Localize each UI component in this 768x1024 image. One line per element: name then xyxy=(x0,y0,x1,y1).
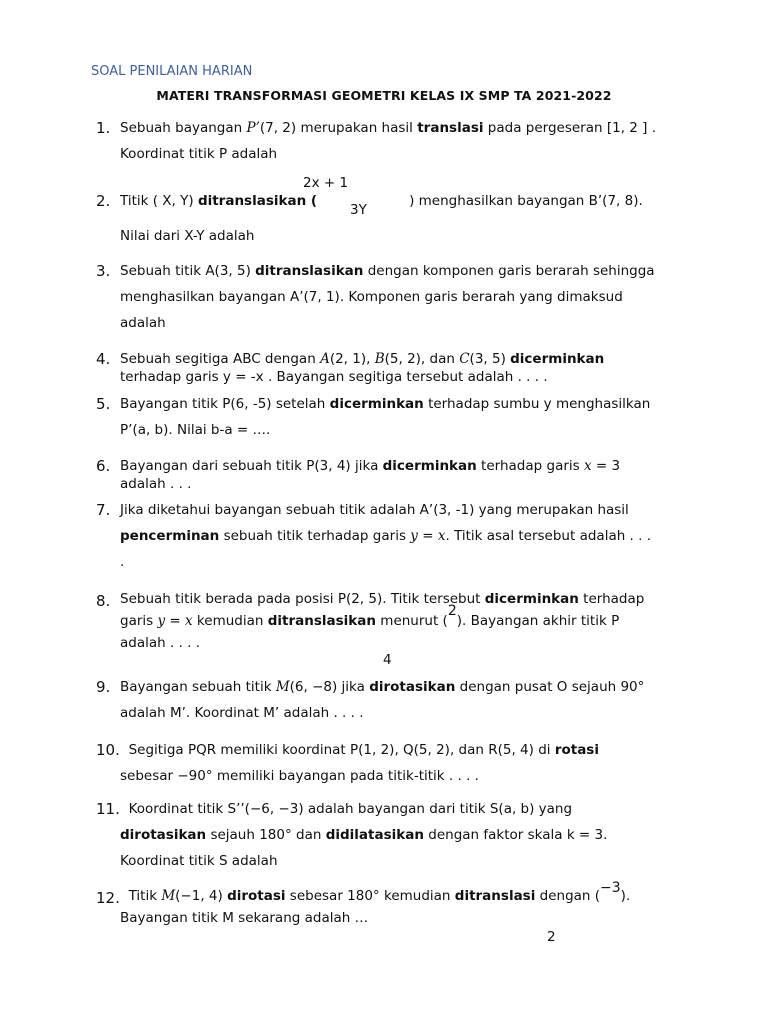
question-number: 9. xyxy=(96,678,111,696)
vector-bottom: 4 xyxy=(383,652,392,668)
question-text: Sebuah bayangan P’(7, 2) merupakan hasil translasi pada pergeseran [1, 2 ] . Koordinat titik P adalah xyxy=(120,120,657,162)
question-number: 2. xyxy=(96,192,111,210)
vector-top: 2x + 1 xyxy=(303,175,349,191)
question-text: Segitiga PQR memiliki koordinat P(1, 2), Q(5, 2), dan R(5, 4) di rotasi sebesar −90° memiliki bayangan pada titik-titik . . . . xyxy=(120,742,599,784)
question-text: Sebuah segitiga ABC dengan A(2, 1), B(5, 2), dan C(3, 5) dicerminkan terhadap garis y = -x . Bayangan segitiga tersebut adalah . . . . xyxy=(120,351,605,385)
question-text: Bayangan dari sebuah titik P(3, 4) jika dicerminkan terhadap garis x = 3 adalah . . . xyxy=(120,458,621,492)
question-number: 1. xyxy=(96,119,111,137)
question-number: 12. xyxy=(96,889,120,907)
question-number: 11. xyxy=(96,800,120,818)
question-number: 7. xyxy=(96,501,111,519)
question-text: Sebuah titik A(3, 5) ditranslasikan dengan komponen garis berarah sehingga menghasilkan bayangan A’(7, 1). Komponen garis berarah yang dimaksud adalah xyxy=(120,263,655,331)
question-number: 5. xyxy=(96,395,111,413)
question-number: 10. xyxy=(96,741,120,759)
vector-top: 2 xyxy=(447,603,457,619)
question-text: Koordinat titik S’’(−6, −3) adalah bayangan dari titik S(a, b) yang dirotasikan sejauh 180° dan didilatasikan dengan faktor skala k = 3. Koordinat titik S adalah xyxy=(120,801,608,869)
question-text: Titik M(−1, 4) dirotasi sebesar 180° kemudian ditranslasi dengan (−3). Bayangan titik M sekarang adalah … xyxy=(120,880,631,926)
vector-top: −3 xyxy=(600,880,621,896)
question-number: 4. xyxy=(96,350,111,368)
question-number: 3. xyxy=(96,262,111,280)
document-title: MATERI TRANSFORMASI GEOMETRI KELAS IX SMP TA 2021-2022 xyxy=(156,88,612,103)
question-text: Bayangan titik P(6, -5) setelah dicerminkan terhadap sumbu y menghasilkan P’(a, b). Nilai b-a = …. xyxy=(120,396,651,438)
question-text: Jika diketahui bayangan sebuah titik adalah A’(3, -1) yang merupakan hasil pencerminan sebuah titik terhadap garis y = x. Titik asal tersebut adalah . . . . xyxy=(120,502,652,570)
question-number: 8. xyxy=(96,592,111,610)
page-number: 2 xyxy=(547,929,556,945)
question-text: Bayangan sebuah titik M(6, −8) jika dirotasikan dengan pusat O sejauh 90° adalah M’. Koordinat M’ adalah . . . . xyxy=(120,679,645,721)
header-label: SOAL PENILAIAN HARIAN xyxy=(91,64,253,79)
vector-bottom: 3Y xyxy=(350,202,367,218)
question-text: Sebuah titik berada pada posisi P(2, 5). Titik tersebut dicerminkan terhadap garis y = x kemudian ditranslasikan menurut (2). Bayangan akhir titik P adalah . . . . xyxy=(120,591,645,651)
document-page: SOAL PENILAIAN HARIAN MATERI TRANSFORMASI GEOMETRI KELAS IX SMP TA 2021-2022 1. Sebuah bayangan P’(7, 2) merupakan hasil translasi pada pergeseran [1, 2 ] . Koordinat titik P adalah 2x + 1 2. Titik ( X, Y) ditranslasikan ( ) menghasilkan bayangan B’(7, 8). 3Y Nilai dari X-Y adalah 3. Sebuah titik A(3, 5) ditranslasikan dengan komponen garis berarah sehingga menghasilkan bayangan A’(7, 1). Komponen garis berarah yang dimaksud adalah 4. Sebuah segitiga ABC dengan A(2, 1), B(5, 2), dan C(3, 5) dicerminkan terhadap garis y = -x . Bayangan segitiga tersebut adalah . . . . 5. Bayangan titik P(6, -5) setelah dicerminkan terhadap sumbu y menghasilkan P’(a, b). Nilai b-a = …. 6. Bayangan dari sebuah titik P(3, 4) jika dicerminkan terhadap garis x = 3 adalah . . . 7. Jika diketahui bayangan sebuah titik adalah A’(3, -1) yang merupakan hasil pencerminan sebuah titik terhadap garis y = x. Titik asal tersebut adalah . . . . 8. Sebuah titik berada pada posisi P(2, 5). Titik tersebut dicerminkan terhadap garis y = x kemudian ditranslasikan menurut (2). Bayangan akhir titik P adalah . . . . 4 9. Bayangan sebuah titik M(6, −8) jika dirotasikan dengan pusat O sejauh 90° adalah M’. Koordinat M’ adalah . . . . 10. Segitiga PQR memiliki koordinat P(1, 2), Q(5, 2), dan R(5, 4) di rotasi sebesar −90° memiliki bayangan pada titik-titik . . . . 11. Koordinat titik S’’(−6, −3) adalah bayangan dari titik S(a, b) yang dirotasikan sejauh 180° dan didilatasikan dengan faktor skala k = 3. Koordinat titik S adalah 12. Titik M(−1, 4) dirotasi sebesar 180° kemudian ditranslasi dengan (−3). Bayangan titik M sekarang adalah … 2 xyxy=(0,0,768,1024)
question-number: 6. xyxy=(96,457,111,475)
question-text: Titik ( X, Y) ditranslasikan ( ) menghasilkan bayangan B’(7, 8). xyxy=(120,193,643,209)
